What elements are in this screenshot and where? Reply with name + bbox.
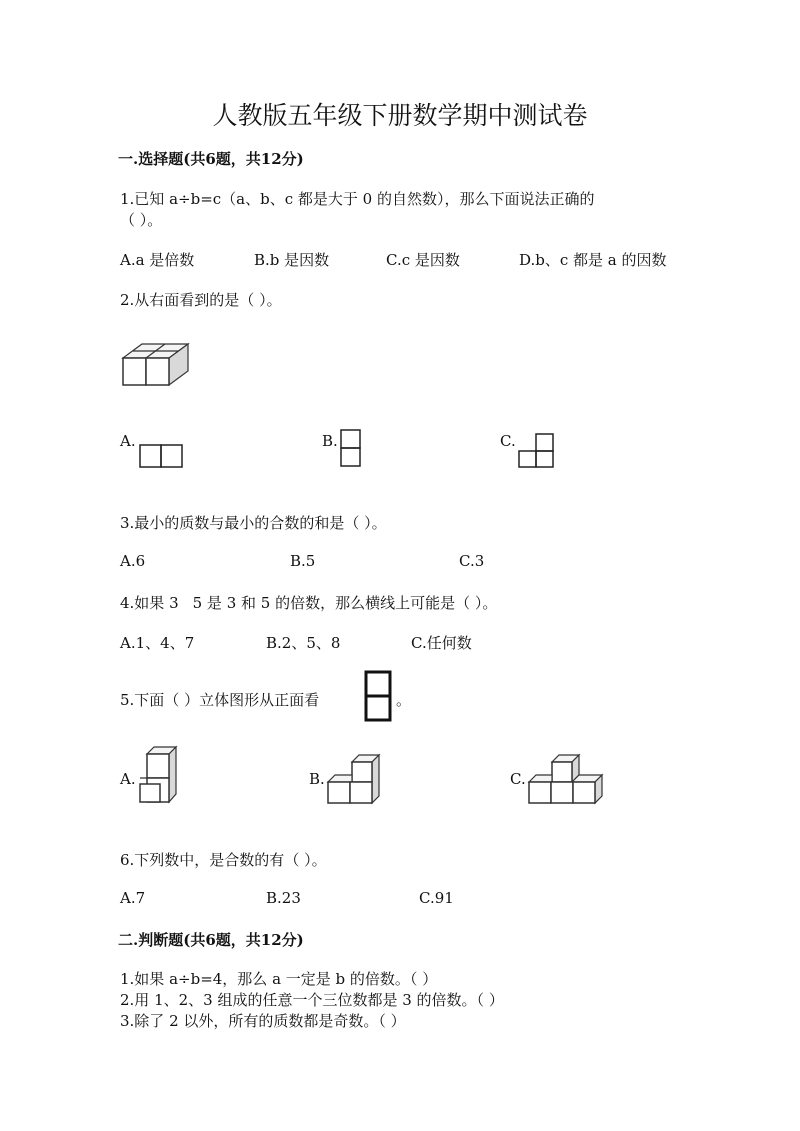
question-5-option-a[interactable]: A. xyxy=(120,770,136,788)
question-5-text: 5.下面（ ）立体图形从正面看 xyxy=(120,691,320,709)
question-5-option-c-figure xyxy=(527,752,605,806)
question-2-option-c[interactable]: C. xyxy=(500,432,516,450)
question-4-option-c[interactable]: C.任何数 xyxy=(411,634,472,652)
question-5-option-c[interactable]: C. xyxy=(510,770,526,788)
question-1-option-c[interactable]: C.c 是因数 xyxy=(386,251,460,269)
question-6-option-c[interactable]: C.91 xyxy=(419,889,454,907)
section-heading-choice: 一.选择题(共6题，共12分) xyxy=(118,150,304,168)
question-4-option-b[interactable]: B.2、5、8 xyxy=(266,634,341,652)
question-1-option-a[interactable]: A.a 是倍数 xyxy=(120,251,195,269)
question-2-option-b-figure xyxy=(340,429,364,469)
question-4-text xyxy=(120,592,497,613)
question-6-option-a[interactable]: A.7 xyxy=(120,889,146,907)
question-4-option-a[interactable]: A.1、4、7 xyxy=(120,634,195,652)
question-2-option-c-figure xyxy=(518,433,558,469)
question-3-option-c[interactable]: C.3 xyxy=(459,552,485,570)
question-5-option-b[interactable]: B. xyxy=(309,770,325,788)
question-5-front-view-figure xyxy=(364,670,394,724)
question-3-text: 3.最小的质数与最小的合数的和是（ ）。 xyxy=(120,514,387,532)
question-1-option-b[interactable]: B.b 是因数 xyxy=(254,251,330,269)
judgement-item-1: 1.如果 a÷b=4，那么 a 一定是 b 的倍数。（ ） xyxy=(120,970,438,988)
question-3-option-a[interactable]: A.6 xyxy=(120,552,146,570)
question-2-option-b[interactable]: B. xyxy=(322,432,338,450)
question-4-text-after: 5 是 3 和 5 的倍数，那么横线上可能是（ ）。 xyxy=(192,594,498,612)
judgement-item-2: 2.用 1、2、3 组成的任意一个三位数都是 3 的倍数。（ ） xyxy=(120,991,504,1009)
judgement-item-3: 3.除了 2 以外，所有的质数都是奇数。（ ） xyxy=(120,1012,406,1030)
section-heading-judgement: 二.判断题(共6题，共12分) xyxy=(118,931,304,949)
question-4-text-before: 4.如果 3 xyxy=(120,594,179,612)
question-5-option-b-figure xyxy=(326,752,382,806)
question-1-blank: （ ）。 xyxy=(120,211,163,229)
question-6-text: 6.下列数中，是合数的有（ ）。 xyxy=(120,851,327,869)
question-1-option-d[interactable]: D.b、c 都是 a 的因数 xyxy=(519,251,667,269)
question-2-option-a-figure xyxy=(139,444,185,470)
question-2-option-a[interactable]: A. xyxy=(120,432,136,450)
question-5-option-a-figure xyxy=(138,744,180,806)
question-2-text: 2.从右面看到的是（ ）。 xyxy=(120,291,282,309)
question-5-period: 。 xyxy=(396,691,412,709)
question-2-solid-figure xyxy=(120,342,190,388)
question-6-option-b[interactable]: B.23 xyxy=(266,889,301,907)
question-3-option-b[interactable]: B.5 xyxy=(290,552,316,570)
page-title: 人教版五年级下册数学期中测试卷 xyxy=(212,101,588,130)
question-1-text: 1.已知 a÷b=c（a、b、c 都是大于 0 的自然数），那么下面说法正确的 xyxy=(120,190,595,208)
